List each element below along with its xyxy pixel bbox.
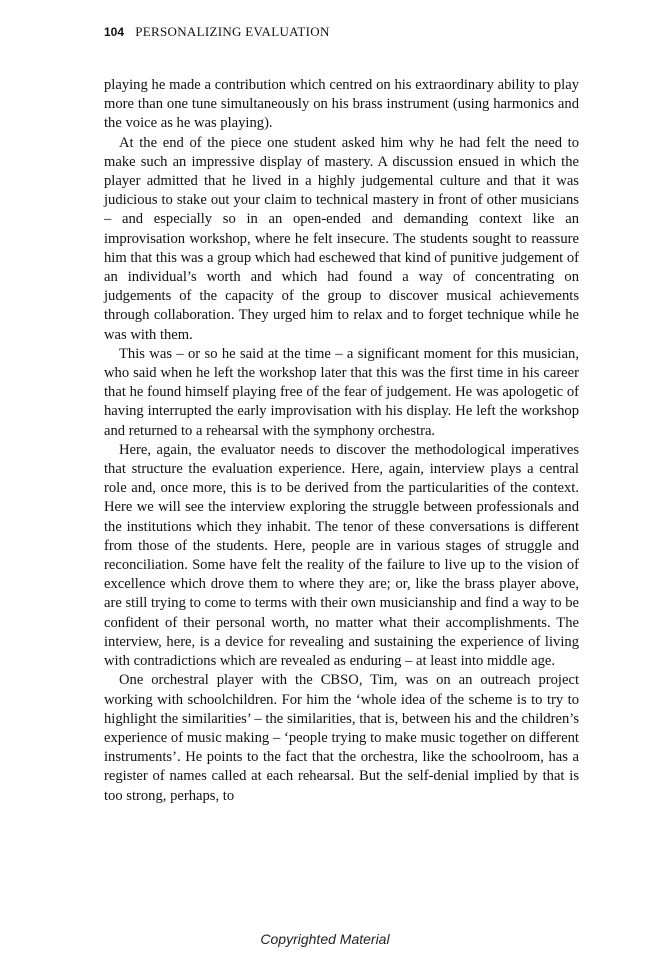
section-title: PERSONALIZING EVALUATION: [135, 24, 330, 39]
body-text: [104, 76, 579, 806]
paragraph-orchestral-player: One orchestral player with the CBSO, Tim, was on an outreach project working with schoolchildren. For him the ‘whole idea of the scheme is to try to highlight the similarities’ – the similarities, that is, between his and the children’s experience of music making – ‘people trying to make music together on different instruments’. He points to the fact that the orchestra, like the schoolroom, has a register of names called at each rehearsal. But the self-denial implied by that is too strong, perhaps, to: [104, 672, 579, 804]
paragraph-significant-moment: This was – or so he said at the time – a significant moment for this musician, who said when he left the workshop later that this was the first time in his career that he found himself playing free of the fear of judgement. He was apologetic of having interrupted the early improvisation with his display. He left the workshop and returned to a rehearsal with the symphony orchestra.: [104, 345, 579, 439]
paragraph-continued: playing he made a contribution which centred on his extraordinary ability to play more than one tune simultaneously on his brass instrument (using harmonics and the voice as he was playing).: [104, 77, 579, 132]
paragraph-evaluator-imperatives: Here, again, the evaluator needs to discover the methodological imperatives that structure the evaluation experience. Here, again, interview plays a central role and, once more, this is to be derived from the particularities of the context. Here we will see the interview exploring the struggle between professionals and the institutions which they inhabit. The tenor of these conversations is different from those of the students. Here, people are in various stages of struggle and reconciliation. Some have felt the reality of the failure to live up to the vision of excellence which drove them to where they are; or, like the brass player above, are still trying to come to terms with their own musicianship and find a way to be confident of their personal worth, no matter what their accomplishments. The interview, here, is a device for revealing and sustaining the experience of living with contradictions which are revealed as enduring – at least into middle age.: [104, 441, 580, 670]
paragraph-student-question: At the end of the piece one student asked him why he had felt the need to make such an impressive display of mastery. A discussion ensued in which the player admitted that he lived in a highly judgemental culture and that it was judicious to stake out your claim to technical mastery in front of other musicians – and especially so in an open-ended and demanding context like an improvisation workshop, where he felt insecure. The students sought to reassure him that this was a group which had eschewed that kind of punitive judgement of an individual’s worth and which had found a way of concentrating on judgements of the capacity of the group to discover musical achievements through collaboration. They urged him to relax and to forget technique while he was with them.: [104, 134, 580, 343]
running-head: [104, 24, 330, 40]
copyright-watermark: Copyrighted Material: [260, 931, 390, 947]
page-number: 104: [104, 25, 125, 39]
